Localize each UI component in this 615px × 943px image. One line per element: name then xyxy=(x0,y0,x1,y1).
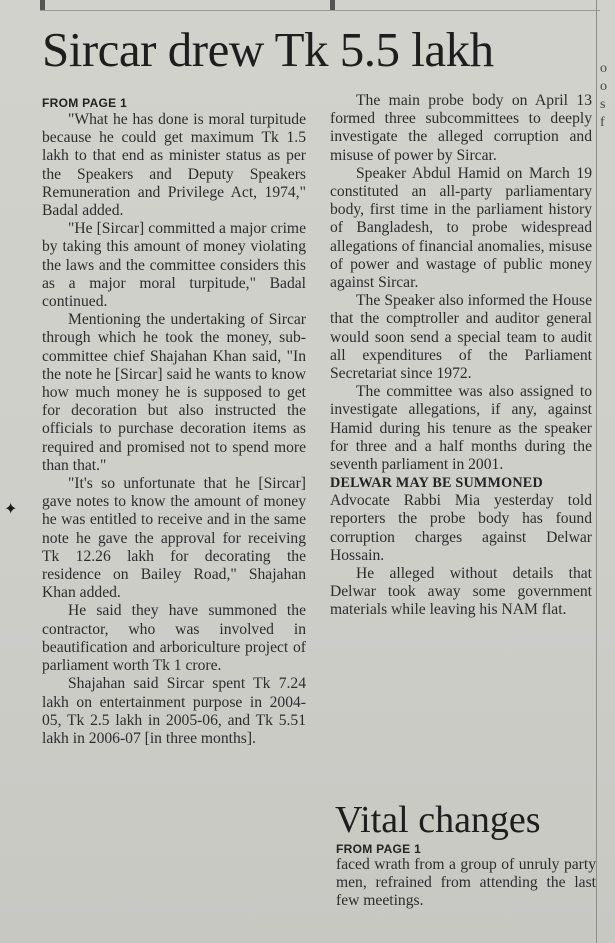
top-mark-left xyxy=(40,0,45,10)
ink-smudge-icon: ✦ xyxy=(4,501,18,518)
top-mark-middle xyxy=(330,0,335,10)
edge-glyph: s xyxy=(600,97,606,112)
second-article-headline: Vital changes xyxy=(335,799,541,841)
column-divider xyxy=(596,0,597,943)
edge-glyph: o xyxy=(600,79,607,94)
edge-glyph: f xyxy=(600,115,605,130)
paragraph: Mentioning the undertaking of Sircar through which he took the money, sub-committee chief Shajahan Khan said, "In the note he [Sircar] said he wants to know how much money he is supposed to get for decoration but also instructed the officials to purchase decoration items as required and promised not to spend more than that." xyxy=(42,311,306,474)
second-article-body xyxy=(336,842,596,911)
paragraph: Speaker Abdul Hamid on March 19 constituted an all-party parliamentary body, first time in the parliament history of Bangladesh, to probe widespread allegations of financial anomalies, misuse of power and wastage of public money against Sircar. xyxy=(330,164,592,292)
paragraph: "What he has done is moral turpitude because he could get maximum Tk 1.5 lakh to that end as minister status as per the Speakers and Deputy Speakers Remuneration and Privilege Act, 1974," Badal added. xyxy=(42,111,306,220)
continuation-kicker: FROM PAGE 1 xyxy=(42,96,128,110)
paragraph: He said they have summoned the contractor, who was involved in beautification and arboriculture project of parliament worth Tk 1 crore. xyxy=(42,602,306,675)
article-headline: Sircar drew Tk 5.5 lakh xyxy=(42,22,494,77)
article-column-1 xyxy=(42,96,306,748)
second-article-kicker: FROM PAGE 1 xyxy=(336,842,422,856)
paragraph: Shajahan said Sircar spent Tk 7.24 lakh on entertainment purpose in 2004-05, Tk 2.5 lakh in 2005-06, and Tk 5.51 lakh in 2006-07 [in three months]. xyxy=(42,675,306,747)
top-border xyxy=(40,0,600,11)
paragraph: "He [Sircar] committed a major crime by taking this amount of money violating the laws and the committee considers this as a major moral turpitude," Badal continued. xyxy=(42,220,306,311)
article-column-2 xyxy=(330,92,592,620)
paragraph: He alleged without details that Delwar took away some government materials while leaving his NAM flat. xyxy=(330,565,592,619)
edge-glyph: o xyxy=(600,61,607,76)
section-subhead: DELWAR MAY BE SUMMONED xyxy=(330,475,543,492)
paragraph: The main probe body on April 13 formed three subcommittees to deeply investigate the alleged corruption and misuse of power by Sircar. xyxy=(330,92,592,164)
paragraph: faced wrath from a group of unruly party men, refrained from attending the last few meetings. xyxy=(336,856,596,910)
paragraph: "It's so unfortunate that he [Sircar] gave notes to know the amount of money he was entitled to receive and in the same note he gave the approval for receiving Tk 12.26 lakh for decorating the residence on Bailey Road," Shajahan Khan added. xyxy=(42,475,306,602)
paragraph: Advocate Rabbi Mia yesterday told reporters the probe body has found corruption charges against Delwar Hossain. xyxy=(330,492,592,564)
adjacent-column-edge xyxy=(600,60,615,132)
paragraph: The committee was also assigned to investigate allegations, if any, against Hamid during his tenure as the speaker for three and a half months during the seventh parliament in 2001. xyxy=(330,383,592,474)
paragraph: The Speaker also informed the House that the comptroller and auditor general would soon send a special team to audit all expenditures of the Parliament Secretariat since 1972. xyxy=(330,292,592,383)
